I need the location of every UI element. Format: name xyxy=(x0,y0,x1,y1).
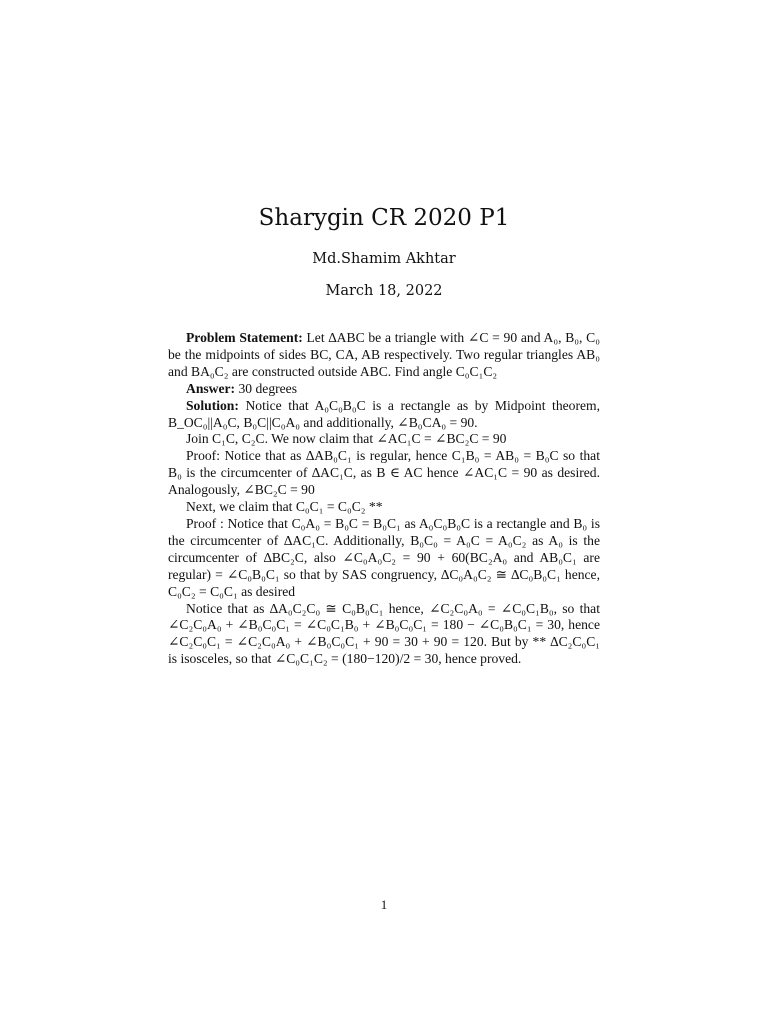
paragraph-answer xyxy=(168,381,600,398)
paragraph-text: Let ∆ABC be a triangle with ∠C = 90 and A₀, B₀, C₀ be the midpoints of sides BC, CA, AB respectively. Two regular triangles AB₀ and BA₀C₂ are constructed outside ABC. Find angle C₀C₁C₂ xyxy=(168,330,600,379)
paragraph-text: Proof: Notice that as ∆AB₀C₁ is regular, hence C₁B₀ = AB₀ = B₀C so that B₀ is the circumcenter of ∆AC₁C, as B ∈ AC hence ∠AC₁C = 90 as desired. Analogously, ∠BC₂C = 90 xyxy=(168,448,600,498)
paragraph-text: Next, we claim that C₀C₁ = C₀C₂ ** xyxy=(186,499,383,515)
document-date: March 18, 2022 xyxy=(325,283,443,299)
document-author: Md.Shamim Akhtar xyxy=(312,251,456,267)
paragraph-label: Solution: xyxy=(186,397,239,413)
page-number: 1 xyxy=(380,897,388,912)
document-body xyxy=(168,330,600,668)
paragraph-text: 30 degrees xyxy=(238,380,298,396)
paragraph-text: Join C₁C, C₂C. We now claim that ∠AC₁C = ∠BC₂C = 90 xyxy=(186,431,507,447)
paragraph-claim-2 xyxy=(168,499,600,516)
paragraph-proof-1 xyxy=(168,448,600,499)
paragraph-text: Notice that as ∆A₀C₂C₀ ≅ C₀B₀C₁ hence, ∠C₂C₀A₀ = ∠C₀C₁B₀, so that ∠C₂C₀A₀ + ∠B₀C₀C₁ = ∠C₀C₁B₀ + ∠B₀C₀C₁ = 180 − ∠C₀B₀C₁ = 30, hence ∠C₂C₀C₁ = ∠C₂C₀A₀ + ∠B₀C₀C₁ + 90 = 30 + 90 = 120. But by ** ∆C₂C₀C₁ is isosceles, so that ∠C₀C₁C₂ = (180−120)/2 = 30, hence proved. xyxy=(168,600,600,667)
paragraph-conclusion xyxy=(168,601,600,669)
paragraph-problem-statement xyxy=(168,330,600,381)
paragraph-solution xyxy=(168,398,600,432)
paragraph-label: Answer: xyxy=(186,380,236,396)
paragraph-label: Problem Statement: xyxy=(186,330,303,345)
paragraph-text: Notice that A₀C₀B₀C is a rectangle as by Midpoint theorem, B_OC₀||A₀C, B₀C||C₀A₀ and additionally, ∠B₀CA₀ = 90. xyxy=(168,397,600,430)
paragraph-proof-2 xyxy=(168,516,600,601)
document-title: Sharygin CR 2020 P1 xyxy=(258,205,510,231)
paragraph-claim-1 xyxy=(168,431,600,448)
paragraph-text: Proof : Notice that C₀A₀ = B₀C = B₀C₁ as A₀C₀B₀C is a rectangle and B₀ is the circumcenter of ∆AC₁C. Additionally, B₀C₀ = A₀C = A₀C₂ as A₀ is the circumcenter of ∆BC₂C, also ∠C₀A₀C₂ = 90 + 60(BC₂A₀ and AB₀C₁ are regular) = ∠C₀B₀C₁ so that by SAS congruency, ∆C₀A₀C₂ ≅ ∆C₀B₀C₁ hence, C₀C₂ = C₀C₁ as desired xyxy=(168,515,600,599)
